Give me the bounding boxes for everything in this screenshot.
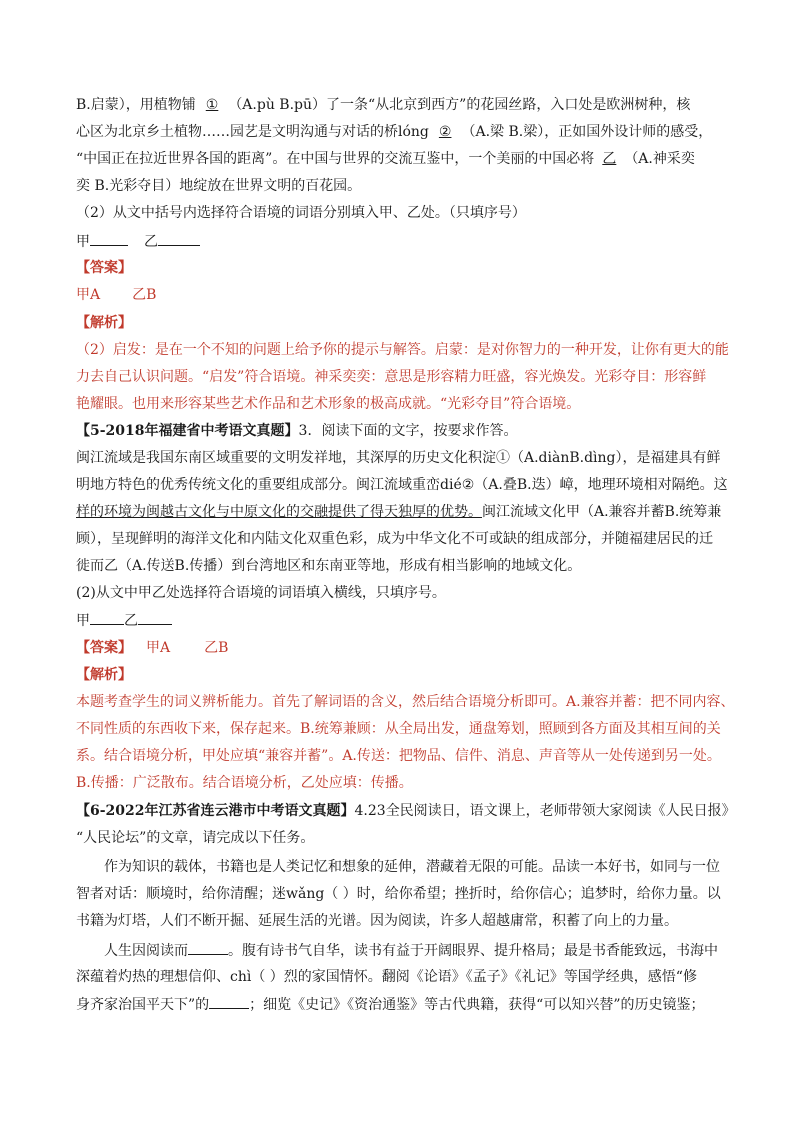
answer-jia: 甲A (76, 287, 101, 303)
blank-jia (90, 231, 128, 246)
text: ；细览《史记》《资治通鉴》等古代典籍，获得“可以知兴替”的历史镜鉴； (249, 997, 705, 1013)
underlined-sentence: 样的环境为闽越古文化与中原文化的交融提供了得天独厚的优势。 (76, 504, 482, 520)
question-text: （2）从文中括号内选择符合语境的词语分别填入甲、乙处。（只填序号） (76, 205, 526, 221)
passage-line (76, 502, 758, 522)
text: 人生因阅读而 (104, 943, 188, 959)
text: （A.梁 B.梁），正如国外设计师的感受， (461, 124, 713, 140)
passage-line: 顾），呈现鲜明的海洋文化和内陆文化双重色彩，成为中华文化不可或缺的组成部分，并随福建居民的迁 (76, 531, 713, 547)
text: （A.pù B.pū）了一条“从北京到西方”的花园丝路，入口处是欧洲树种，核 (228, 97, 691, 113)
answer-line (76, 285, 758, 305)
answer-yi: 乙B (204, 640, 229, 656)
passage-line (76, 95, 758, 115)
passage-line (76, 994, 758, 1015)
blank-jia (90, 610, 124, 625)
text: “中国正在拉近世界各国的距离”。在中国与世界的交流互鉴中，一个美丽的中国必将 (76, 151, 595, 167)
passage-line: 闽江流域是我国东南区域重要的文明发祥地，其深厚的历史文化积淀①（A.diànB.dìng），是福建具有鲜 (76, 450, 721, 466)
text: 心区为北京乡土植物……园艺是文明沟通与对话的桥lóng (76, 124, 429, 140)
passage-line (76, 967, 758, 987)
answer-label: 【答案】 (76, 260, 132, 276)
passage-line (104, 940, 758, 961)
analysis-line: 不同性质的东西收下来，保存起来。B.统筹兼顾：从全局出发，通盘筹划，照顾到各方面及其相互间的关 (76, 721, 721, 737)
analysis-line: 力去自己认识问题。“启发”符合语境。神采奕奕：意思是形容精力旺盛，容光焕发。光彩夺目：形容鲜 (76, 369, 707, 385)
text: 身齐家治国平天下”的 (76, 997, 210, 1013)
answer-yi: 乙B (132, 287, 157, 303)
blank-marker: ① (205, 97, 219, 113)
passage-line (76, 122, 758, 142)
blank-yi (158, 231, 200, 246)
passage-line: 智者对话：顺境时，给你清醒；迷wǎng（ ）时，给你希望；挫折时，给你信心；追梦时，给你力量。以 (76, 886, 721, 902)
analysis-line: 艳耀眼。也用来形容某些艺术作品和艺术形象的极高成就。“光彩夺目”符合语境。 (76, 396, 581, 412)
blank-marker: 乙 (602, 151, 617, 167)
analysis-label: 【解析】 (76, 315, 132, 331)
answer-jia: 甲A (146, 640, 171, 656)
passage-line: 徙而乙（A.传送B.传播）到台湾地区和东南亚等地，形成有相当影响的地域文化。 (76, 558, 582, 574)
question-header (76, 801, 758, 821)
passage-line: 奕 B.光彩夺目）地绽放在世界文明的百花园。 (76, 178, 362, 194)
text: 闽江流域文化甲（A.兼容并蓄B.统筹兼 (482, 504, 722, 520)
text: 深蕴着灼热的理想信仰、chì（ ）烈的家国情怀。翻阅《论语》《孟子》《礼记》等国学经典，感悟“修 (76, 969, 697, 985)
analysis-line: 本题考查学生的词义辨析能力。首先了解词语的含义，然后结合语境分析即可。A.兼容并蓄：把不同内容、 (76, 694, 735, 710)
source-tag: 【5-2018年福建省中考语文真题】 (76, 423, 299, 439)
question-title-cont: “人民论坛”的文章，请完成以下任务。 (76, 830, 315, 846)
passage-line: 明地方特色的优秀传统文化的重要组成部分。闽江流域重峦dié②（A.叠B.迭）嶂，地理环境相对隔绝。这 (76, 477, 728, 493)
question-title: 3．阅读下面的文字，按要求作答。 (298, 423, 518, 439)
fill-blank (188, 940, 228, 955)
question-header (76, 421, 758, 441)
passage-line: 作为知识的载体，书籍也是人类记忆和想象的延伸，潜藏着无限的可能。品读一本好书，如同与一位 (104, 859, 720, 875)
fill-blank (209, 994, 249, 1009)
fill-line (76, 610, 758, 631)
analysis-line: B.传播：广泛散布。结合语境分析，乙处应填：传播。 (76, 775, 413, 791)
passage-line (76, 149, 758, 169)
source-tag: 【6-2022年江苏省连云港市中考语文真题】 (76, 803, 355, 819)
analysis-label: 【解析】 (76, 667, 132, 683)
passage-line: 书籍为灯塔，人们不断开掘、延展生活的光谱。因为阅读，许多人超越庸常，积蓄了向上的力量。 (76, 913, 678, 929)
question-text: (2)从文中甲乙处选择符合语境的词语填入横线，只填序号。 (76, 585, 446, 601)
analysis-line: 系。结合语境分析，甲处应填“兼容并蓄”。A.传送：把物品、信件、消息、声音等从一处传递到另一处。 (76, 748, 721, 764)
text: 。腹有诗书气自华，读书有益于开阔眼界、提升格局；最是书香能致远，书海中 (228, 943, 718, 959)
label-jia: 甲 (76, 613, 90, 629)
label-jia: 甲 (76, 234, 90, 250)
blank-yi (138, 610, 172, 625)
analysis-line: （2）启发：是在一个不知的问题上给予你的提示与解答。启蒙：是对你智力的一种开发，让你有更大的能 (76, 342, 729, 358)
question-title: 4.23全民阅读日，语文课上，老师带领大家阅读《人民日报》 (354, 803, 736, 819)
answer-label: 【答案】 (76, 640, 132, 656)
answer-line (76, 638, 758, 658)
fill-line (76, 231, 758, 252)
blank-marker: ② (438, 124, 452, 140)
text: （A.神采奕 (624, 151, 695, 167)
text: B.启蒙），用植物铺 (76, 97, 196, 113)
label-yi: 乙 (124, 613, 138, 629)
label-yi: 乙 (144, 234, 158, 250)
